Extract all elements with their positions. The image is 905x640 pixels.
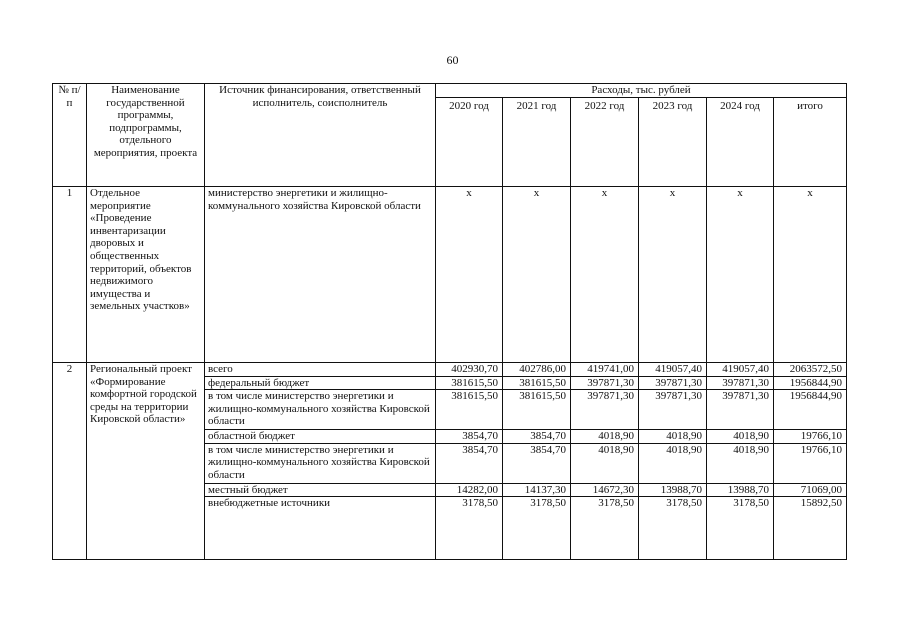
- row2-value: 3178,50: [571, 497, 639, 560]
- row1-num: 1: [53, 187, 87, 363]
- row1-value: х: [774, 187, 847, 363]
- row2-value: 4018,90: [639, 443, 707, 483]
- row2-value: 381615,50: [503, 376, 571, 390]
- header-row: [53, 84, 847, 98]
- row2-value: 397871,30: [707, 390, 774, 430]
- header-source: Источник финансирования, ответственный исполнитель, соисполнитель: [205, 84, 436, 187]
- row2-value: 402786,00: [503, 363, 571, 377]
- header-num: № п/п: [53, 84, 87, 187]
- row2-value: 14282,00: [436, 483, 503, 497]
- row2-source: федеральный бюджет: [205, 376, 436, 390]
- row2-value: 3854,70: [503, 443, 571, 483]
- expenses-table: [52, 83, 847, 560]
- row1-value: х: [571, 187, 639, 363]
- row2-value: 381615,50: [436, 376, 503, 390]
- row2-value: 419057,40: [639, 363, 707, 377]
- row2-value: 19766,10: [774, 430, 847, 444]
- row2-value: 13988,70: [639, 483, 707, 497]
- row1-value: х: [503, 187, 571, 363]
- row2-value: 4018,90: [707, 443, 774, 483]
- row2-value: 71069,00: [774, 483, 847, 497]
- row2-value: 4018,90: [571, 430, 639, 444]
- row2-value: 2063572,50: [774, 363, 847, 377]
- row2-source: в том числе министерство энергетики и жилищно-коммунального хозяйства Кировской области: [205, 443, 436, 483]
- row2-value: 3178,50: [707, 497, 774, 560]
- row2-value: 402930,70: [436, 363, 503, 377]
- row2-value: 419741,00: [571, 363, 639, 377]
- row1-value: х: [707, 187, 774, 363]
- row2-value: 397871,30: [639, 376, 707, 390]
- row2-value: 4018,90: [707, 430, 774, 444]
- row2-value: 3178,50: [639, 497, 707, 560]
- row2-value: 13988,70: [707, 483, 774, 497]
- row2-value: 419057,40: [707, 363, 774, 377]
- row2-name: Региональный проект «Формирование комфортной городской среды на территории Кировской области»: [87, 363, 205, 560]
- header-spend: Расходы, тыс. рублей: [436, 84, 847, 98]
- row2-source: в том числе министерство энергетики и жилищно-коммунального хозяйства Кировской области: [205, 390, 436, 430]
- header-year-2022: 2022 год: [571, 98, 639, 187]
- row2-source: внебюджетные источники: [205, 497, 436, 560]
- row2-value: 14137,30: [503, 483, 571, 497]
- page-number: 60: [446, 53, 459, 67]
- header-name: Наименование государственной программы, подпрограммы, отдельного мероприятия, проекта: [87, 84, 205, 187]
- header-year-2021: 2021 год: [503, 98, 571, 187]
- table-row: [53, 187, 847, 363]
- row2-value: 3178,50: [436, 497, 503, 560]
- row2-value: 1956844,90: [774, 390, 847, 430]
- row2-value: 3178,50: [503, 497, 571, 560]
- row2-value: 3854,70: [503, 430, 571, 444]
- row2-value: 4018,90: [639, 430, 707, 444]
- row2-source: всего: [205, 363, 436, 377]
- row2-value: 381615,50: [503, 390, 571, 430]
- header-year-2020: 2020 год: [436, 98, 503, 187]
- row2-value: 397871,30: [707, 376, 774, 390]
- row2-value: 397871,30: [571, 376, 639, 390]
- row2-value: 19766,10: [774, 443, 847, 483]
- row2-value: 15892,50: [774, 497, 847, 560]
- row2-num: 2: [53, 363, 87, 560]
- header-total: итого: [774, 98, 847, 187]
- row2-value: 1956844,90: [774, 376, 847, 390]
- row2-value: 397871,30: [639, 390, 707, 430]
- row2-value: 14672,30: [571, 483, 639, 497]
- row1-value: х: [436, 187, 503, 363]
- row1-name: Отдельное мероприятие «Проведение инвентаризации дворовых и общественных территорий, объектов недвижимого имущества и земельных участков»: [87, 187, 205, 363]
- header-year-2024: 2024 год: [707, 98, 774, 187]
- row2-value: 3854,70: [436, 443, 503, 483]
- row2-value: 381615,50: [436, 390, 503, 430]
- row1-source: министерство энергетики и жилищно-коммунального хозяйства Кировской области: [205, 187, 436, 363]
- table-row: [53, 363, 847, 377]
- row2-value: 397871,30: [571, 390, 639, 430]
- row2-source: местный бюджет: [205, 483, 436, 497]
- row2-source: областной бюджет: [205, 430, 436, 444]
- row2-value: 3854,70: [436, 430, 503, 444]
- row2-value: 4018,90: [571, 443, 639, 483]
- header-year-2023: 2023 год: [639, 98, 707, 187]
- row1-value: х: [639, 187, 707, 363]
